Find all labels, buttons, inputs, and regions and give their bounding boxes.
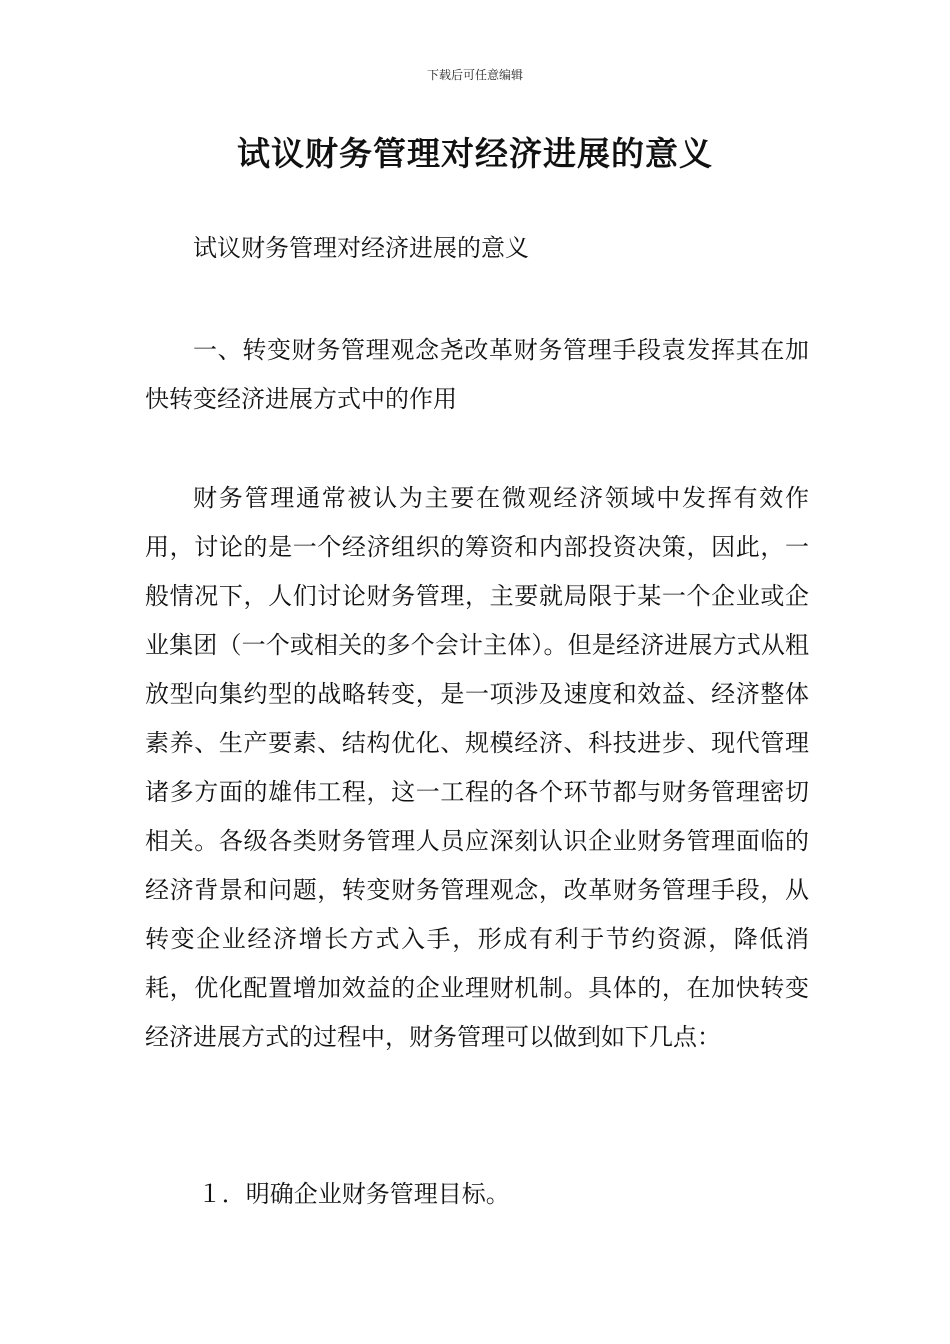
subtitle: 试议财务管理对经济进展的意义 — [193, 234, 529, 262]
body-paragraph: 财务管理通常被认为主要在微观经济领域中发挥有效作用，讨论的是一个经济组织的筹资和内部投资决策，因此，一般情况下，人们讨论财务管理，主要就局限于某一个企业或企业集团（一个或相关的多个会计主体）。但是经济进展方式从粗放型向集约型的战略转变，是一项涉及速度和效益、经济整体素养、生产要素、结构优化、规模经济、科技进步、现代管理诸多方面的雄伟工程，这一工程的各个环节都与财务管理密切相关。各级各类财务管理人员应深刻认识企业财务管理面临的经济背景和问题，转变财务管理观念，改革财务管理手段，从转变企业经济增长方式入手，形成有利于节约资源，降低消耗，优化配置增加效益的企业理财机制。具体的，在加快转变经济进展方式的过程中，财务管理可以做到如下几点： — [145, 484, 809, 1051]
header-note: 下载后可任意编辑 — [426, 68, 523, 82]
section-heading: 一、转变财务管理观念尧改革财务管理手段袁发挥其在加快转变经济进展方式中的作用 — [145, 336, 809, 413]
list-item: １．明确企业财务管理目标。 — [197, 1180, 510, 1208]
document-title: 试议财务管理对经济进展的意义 — [237, 134, 713, 173]
